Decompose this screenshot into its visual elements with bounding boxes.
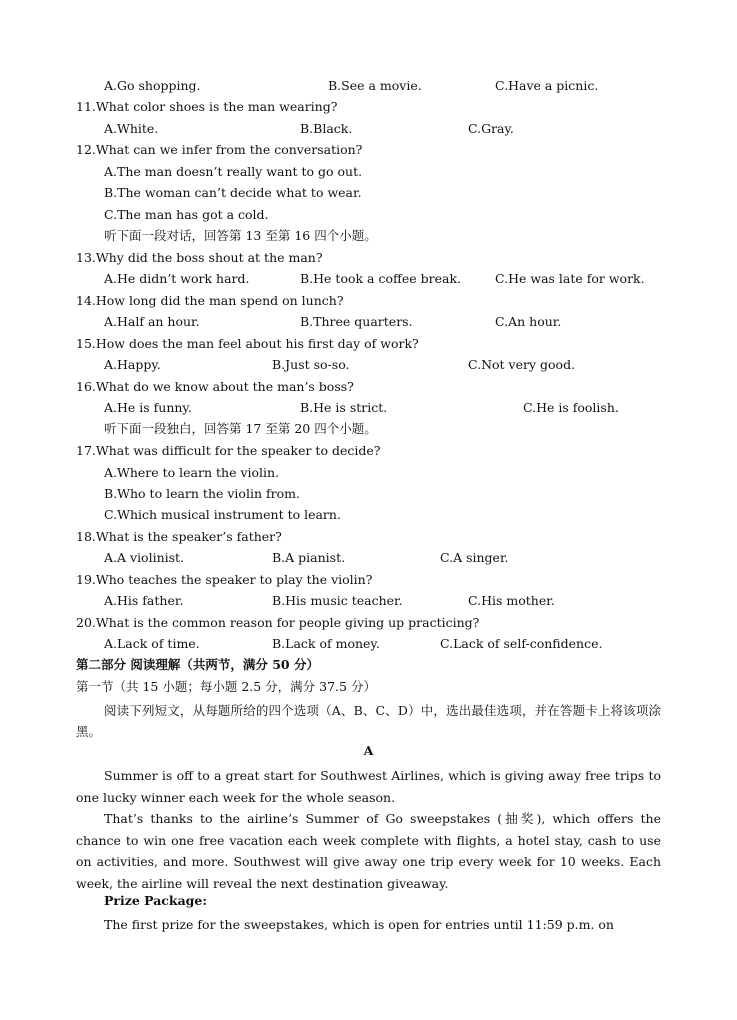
listening-instruction: 听下面一段对话，回答第 13 至第 16 四个小题。 bbox=[104, 228, 377, 243]
option-c: C.A singer. bbox=[440, 550, 509, 565]
option-b: B.The woman can’t decide what to wear. bbox=[104, 185, 362, 200]
option-a: A.He didn’t work hard. bbox=[104, 271, 250, 286]
reading-instruction: 阅读下列短文，从每题所给的四个选项（A、B、C、D）中，选出最佳选项，并在答题卡上将该项涂黑。 bbox=[76, 703, 661, 739]
option-a: A.Happy. bbox=[104, 357, 161, 372]
option-b: B.Lack of money. bbox=[272, 636, 380, 651]
option-c: C.He is foolish. bbox=[523, 400, 619, 415]
question-15: 15.How does the man feel about his first day of work? bbox=[76, 336, 419, 351]
passage-paragraph: The first prize for the sweepstakes, which is open for entries until 11:59 p.m. on bbox=[104, 917, 614, 932]
option-c: C.An hour. bbox=[495, 314, 562, 329]
option-b: B.He took a coffee break. bbox=[300, 271, 462, 286]
option-b: B.He is strict. bbox=[300, 400, 388, 415]
question-16: 16.What do we know about the man’s boss? bbox=[76, 379, 354, 394]
passage-paragraph: Summer is off to a great start for Southwest Airlines, which is giving away free trips to one lucky winner each week for the whole season. bbox=[76, 768, 661, 805]
question-13: 13.Why did the boss shout at the man? bbox=[76, 250, 323, 265]
option-a: A.A violinist. bbox=[104, 550, 185, 565]
option-a: A.White. bbox=[104, 121, 159, 136]
option-c: C.Which musical instrument to learn. bbox=[104, 507, 341, 522]
option-c: C.Lack of self-confidence. bbox=[440, 636, 603, 651]
option-c: C.He was late for work. bbox=[495, 271, 645, 286]
option-a: A.Where to learn the violin. bbox=[104, 465, 280, 480]
option-a: A.Go shopping. bbox=[104, 78, 201, 93]
section-heading: 第二部分 阅读理解（共两节，满分 50 分） bbox=[76, 657, 319, 672]
option-c: C.Gray. bbox=[468, 121, 514, 136]
option-c: C.Have a picnic. bbox=[495, 78, 599, 93]
option-a: A.He is funny. bbox=[104, 400, 192, 415]
option-b: B.Who to learn the violin from. bbox=[104, 486, 300, 501]
option-c: C.The man has got a cold. bbox=[104, 207, 269, 222]
option-b: B.His music teacher. bbox=[272, 593, 403, 608]
question-18: 18.What is the speaker’s father? bbox=[76, 529, 282, 544]
passage-paragraph: That’s thanks to the airline’s Summer of Go sweepstakes (抽奖), which offers the chance to win one free vacation each week complete with flights, a hotel stay, cash to use on activities, and more. Southwest will give away one trip every week for 10 weeks. Each week, the airline will reveal the next destination giveaway. bbox=[76, 811, 661, 891]
question-14: 14.How long did the man spend on lunch? bbox=[76, 293, 344, 308]
question-11: 11.What color shoes is the man wearing? bbox=[76, 99, 338, 114]
question-17: 17.What was difficult for the speaker to decide? bbox=[76, 443, 381, 458]
listening-instruction: 听下面一段独白，回答第 17 至第 20 四个小题。 bbox=[104, 421, 377, 436]
option-b: B.Just so-so. bbox=[272, 357, 350, 372]
option-b: B.See a movie. bbox=[328, 78, 422, 93]
option-a: A.Lack of time. bbox=[104, 636, 200, 651]
question-19: 19.Who teaches the speaker to play the violin? bbox=[76, 572, 373, 587]
option-a: A.His father. bbox=[104, 593, 184, 608]
option-a: A.Half an hour. bbox=[104, 314, 200, 329]
option-b: B.Three quarters. bbox=[300, 314, 413, 329]
option-c: C.His mother. bbox=[468, 593, 555, 608]
option-c: C.Not very good. bbox=[468, 357, 576, 372]
option-a: A.The man doesn’t really want to go out. bbox=[104, 164, 363, 179]
option-b: B.A pianist. bbox=[272, 550, 346, 565]
option-b: B.Black. bbox=[300, 121, 353, 136]
subsection-heading: 第一节（共 15 小题；每小题 2.5 分，满分 37.5 分） bbox=[76, 679, 376, 694]
passage-title: A bbox=[363, 743, 374, 758]
prize-heading: Prize Package: bbox=[104, 893, 207, 908]
question-20: 20.What is the common reason for people giving up practicing? bbox=[76, 615, 480, 630]
question-12: 12.What can we infer from the conversation? bbox=[76, 142, 363, 157]
